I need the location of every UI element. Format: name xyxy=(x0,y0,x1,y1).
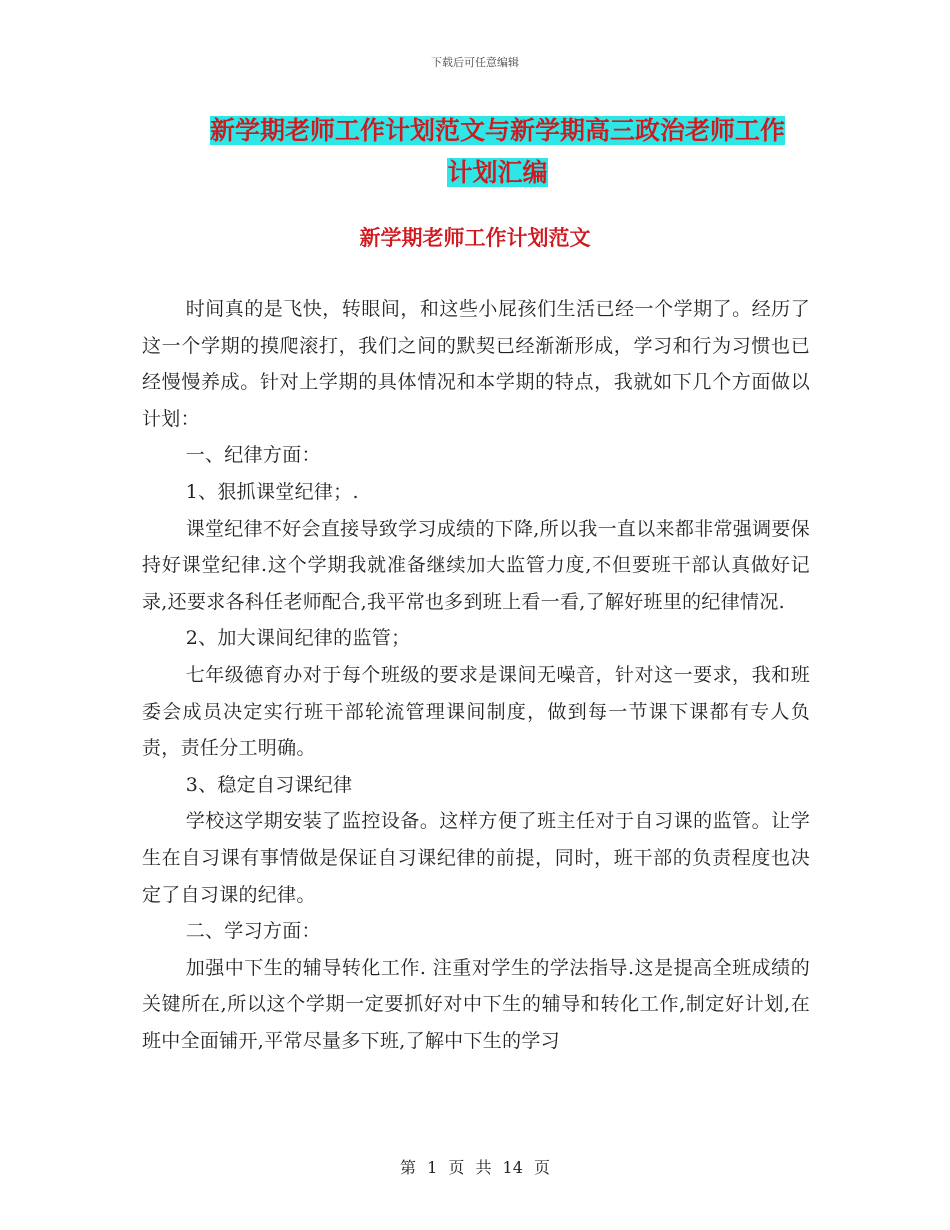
main-title xyxy=(190,110,805,194)
paragraph: 3、稳定自习课纪律 xyxy=(185,773,353,796)
paragraph: 加强中下生的辅导转化工作. 注重对学生的学法指导.这是提高全班成绩的关键所在,所以这个学期一定要抓好对中下生的辅导和转化工作,制定好计划,在班中全面铺开,平常尽量多下班,了解中下生的学习 xyxy=(142,956,810,1052)
header-note: 下载后可任意编辑 xyxy=(431,56,519,69)
paragraph: 2、加大课间纪律的监管； xyxy=(185,627,411,650)
paragraph: 课堂纪律不好会直接导致学习成绩的下降,所以我一直以来都非常强调要保持好课堂纪律.这个学期我就准备继续加大监管力度,不但要班干部认真做好记录,还要求各科任老师配合,我平常也多到班上看一看,了解好班里的纪律情况. xyxy=(142,517,810,613)
page-footer: 第 1 页 共 14 页 xyxy=(400,1158,550,1177)
paragraph: 一、纪律方面： xyxy=(185,444,321,467)
body-text xyxy=(142,291,810,1059)
main-title-line-1: 新学期老师工作计划范文与新学期高三政治老师工作 xyxy=(209,116,785,145)
section-title: 新学期老师工作计划范文 xyxy=(359,225,591,250)
paragraph: 时间真的是飞快，转眼间，和这些小屁孩们生活已经一个学期了。经历了这一个学期的摸爬滚打，我们之间的默契已经渐渐形成，学习和行为习惯也已经慢慢养成。针对上学期的具体情况和本学期的特点，我就如下几个方面做以计划： xyxy=(142,298,810,430)
main-title-line-2: 计划汇编 xyxy=(447,158,548,187)
paragraph: 七年级德育办对于每个班级的要求是课间无噪音，针对这一要求，我和班委会成员决定实行班干部轮流管理课间制度，做到每一节课下课都有专人负责，责任分工明确。 xyxy=(142,663,810,760)
paragraph: 1、狠抓课堂纪律；. xyxy=(185,480,359,503)
paragraph: 二、学习方面： xyxy=(185,920,321,943)
paragraph: 学校这学期安装了监控设备。这样方便了班主任对于自习课的监管。让学生在自习课有事情做是保证自习课纪律的前提，同时，班干部的负责程度也决定了自习课的纪律。 xyxy=(142,810,810,906)
